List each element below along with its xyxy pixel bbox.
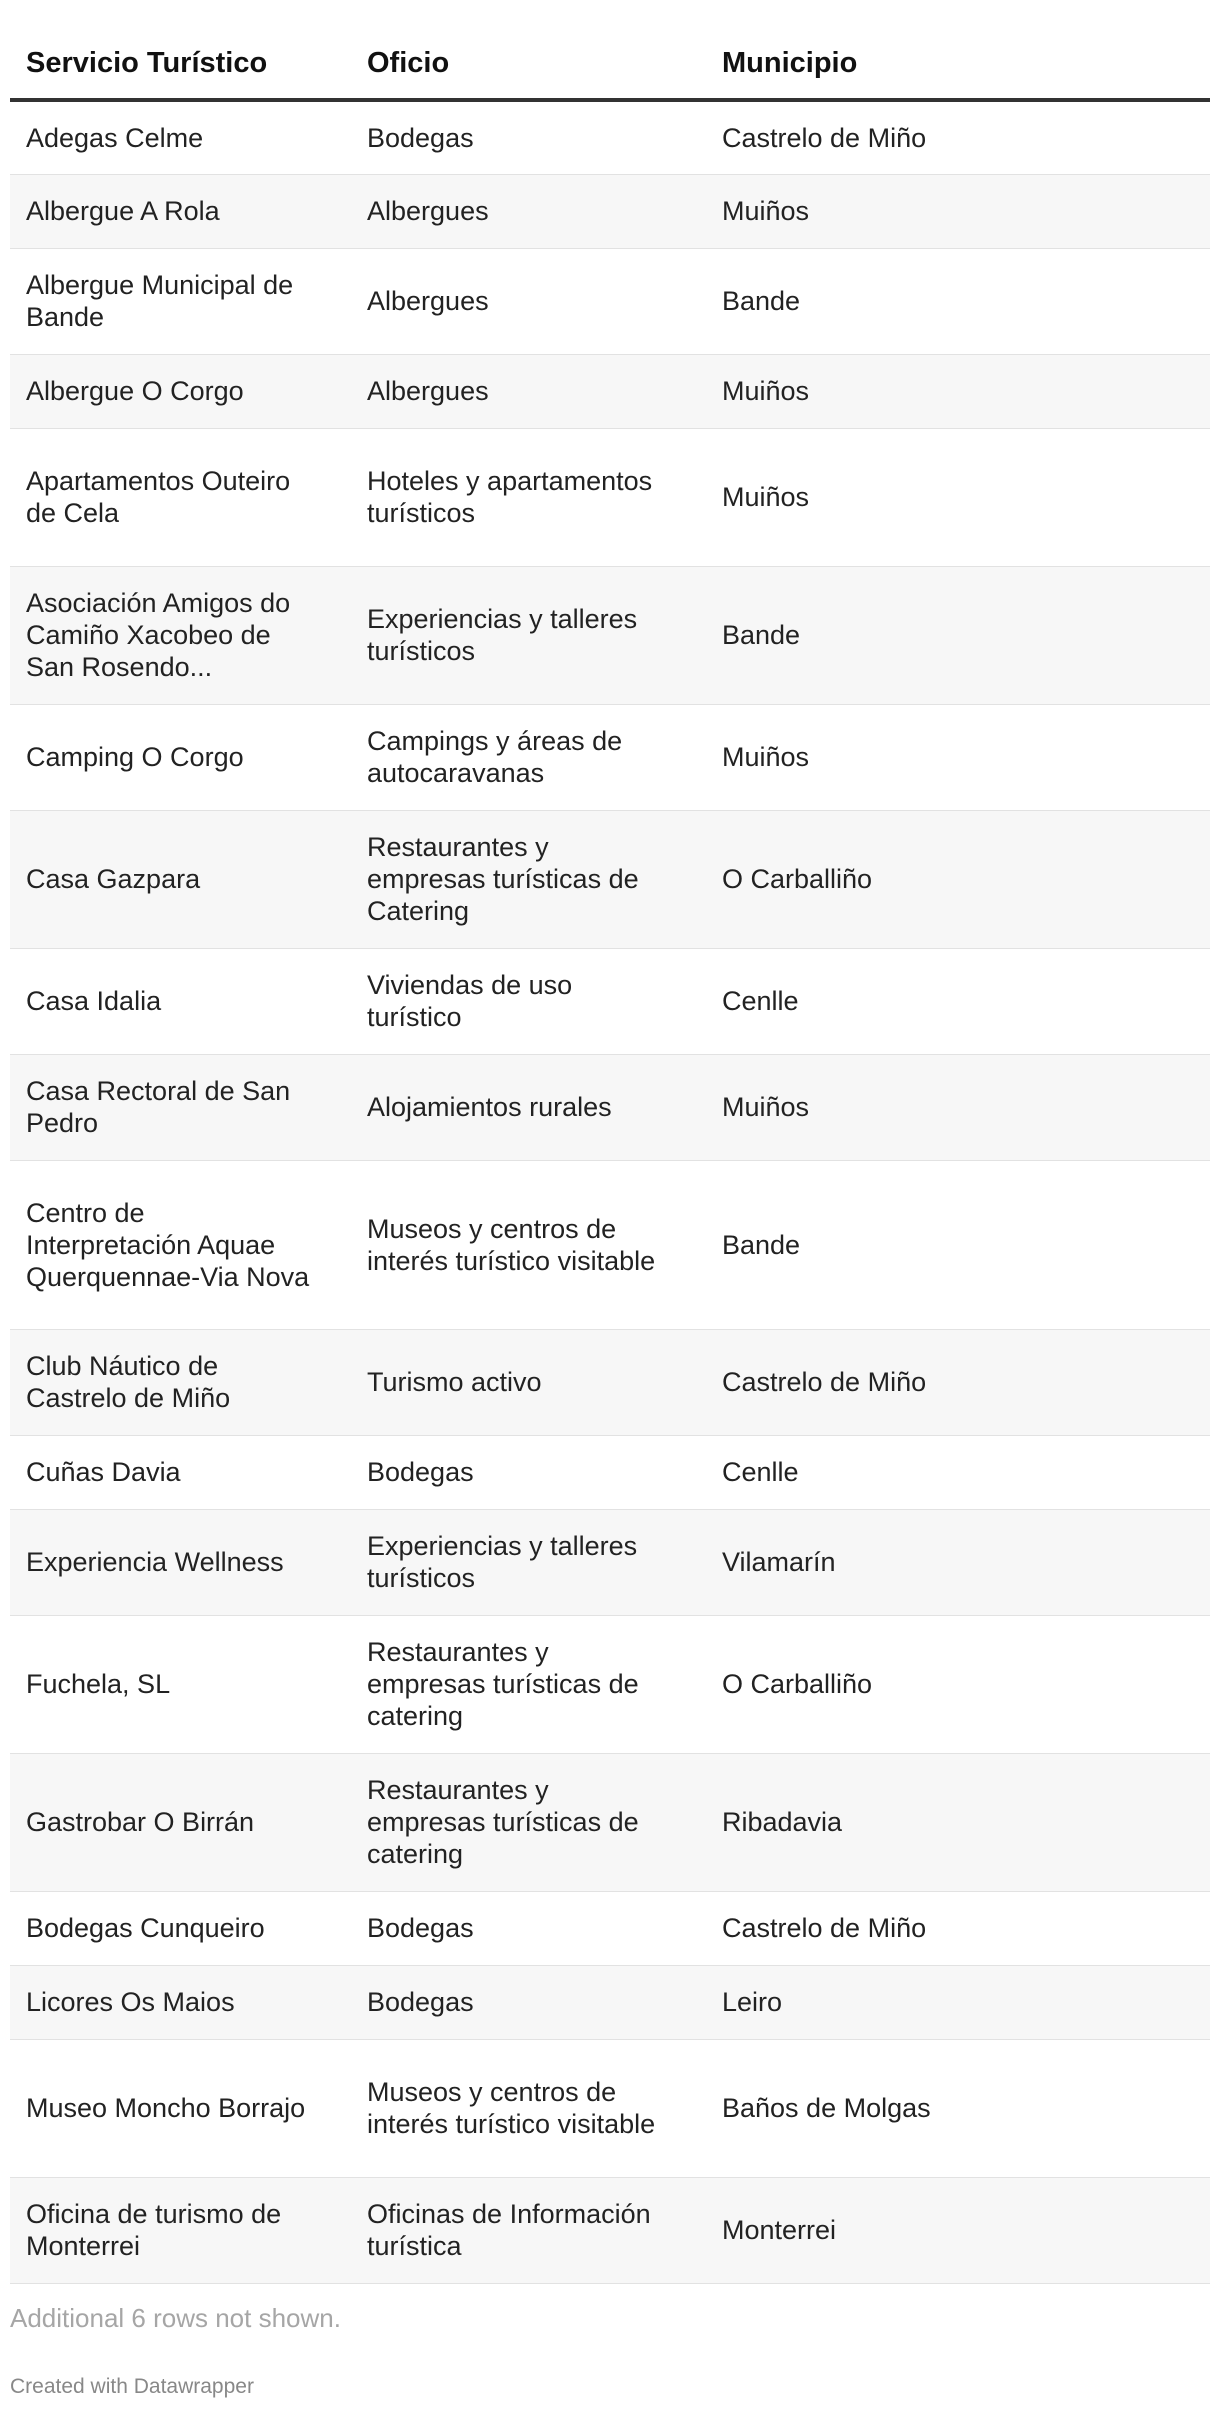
header-oficio[interactable]: Oficio — [351, 0, 706, 100]
cell-servicio: Museo Moncho Borrajo — [26, 2093, 306, 2123]
table-row — [10, 428, 1210, 566]
rows-not-shown-note: Additional 6 rows not shown. — [10, 2303, 341, 2333]
cell-oficio: Bodegas — [367, 1987, 474, 2017]
cell-oficio: Bodegas — [367, 1457, 474, 1487]
cell-oficio: Experiencias y talleres turísticos — [367, 604, 638, 666]
table-row — [10, 2177, 1210, 2283]
table-row — [10, 100, 1210, 174]
table-row — [10, 1509, 1210, 1615]
table-row — [10, 1615, 1210, 1753]
cell-municipio: Muiños — [722, 1092, 810, 1122]
cell-municipio: Castrelo de Miño — [722, 1367, 927, 1397]
table-row — [10, 1753, 1210, 1891]
cell-municipio: O Carballiño — [722, 864, 873, 894]
cell-oficio: Museos y centros de interés turístico visitable — [367, 2077, 656, 2139]
table-row — [10, 704, 1210, 810]
cell-servicio: Casa Gazpara — [26, 864, 201, 894]
cell-oficio: Restaurantes y empresas turísticas de catering — [367, 1637, 639, 1731]
cell-municipio: Muiños — [722, 482, 810, 512]
cell-municipio: Castrelo de Miño — [722, 1913, 927, 1943]
cell-oficio: Bodegas — [367, 122, 474, 153]
table-row — [10, 248, 1210, 354]
cell-servicio: Bodegas Cunqueiro — [26, 1913, 265, 1943]
cell-oficio: Museos y centros de interés turístico visitable — [367, 1213, 656, 1276]
cell-oficio: Bodegas — [367, 1913, 474, 1943]
header-municipio[interactable]: Municipio — [706, 0, 1210, 100]
cell-municipio: Muiños — [722, 196, 810, 226]
table-row — [10, 1891, 1210, 1965]
cell-municipio: Cenlle — [722, 986, 799, 1016]
cell-municipio: O Carballiño — [722, 1669, 873, 1699]
cell-servicio: Camping O Corgo — [26, 742, 244, 772]
cell-oficio: Hoteles y apartamentos turísticos — [367, 466, 653, 528]
cell-municipio: Muiños — [722, 742, 810, 772]
cell-servicio: Gastrobar O Birrán — [26, 1807, 255, 1837]
cell-oficio: Experiencias y talleres turísticos — [367, 1531, 638, 1593]
cell-municipio: Monterrei — [722, 2215, 837, 2245]
cell-servicio: Albergue A Rola — [26, 196, 220, 226]
cell-servicio: Licores Os Maios — [26, 1987, 235, 2017]
services-table — [10, 0, 1210, 2284]
cell-servicio: Cuñas Davia — [26, 1457, 181, 1487]
cell-servicio: Club Náutico de Castrelo de Miño — [26, 1351, 231, 1413]
datawrapper-credit[interactable]: Created with Datawrapper — [10, 2375, 254, 2398]
cell-oficio: Alojamientos rurales — [367, 1092, 612, 1122]
table-row — [10, 810, 1210, 948]
cell-oficio: Albergues — [367, 376, 489, 406]
cell-municipio: Bande — [722, 286, 801, 316]
cell-servicio: Fuchela, SL — [26, 1669, 171, 1699]
table-row — [10, 1054, 1210, 1160]
cell-oficio: Viviendas de uso turístico — [367, 970, 573, 1032]
cell-oficio: Restaurantes y empresas turísticas de catering — [367, 1775, 639, 1869]
table-row — [10, 1435, 1210, 1509]
cell-servicio: Oficina de turismo de Monterrei — [26, 2199, 282, 2261]
cell-municipio: Castrelo de Miño — [722, 122, 927, 153]
cell-municipio: Muiños — [722, 376, 810, 406]
table-container — [10, 0, 1210, 2284]
table-header-row — [10, 0, 1210, 100]
cell-municipio: Bande — [722, 620, 801, 650]
cell-servicio: Experiencia Wellness — [26, 1547, 284, 1577]
cell-servicio: Albergue Municipal de Bande — [26, 270, 294, 332]
cell-municipio: Baños de Molgas — [722, 2093, 931, 2123]
cell-servicio: Casa Rectoral de San Pedro — [26, 1076, 291, 1138]
cell-servicio: Asociación Amigos do Camiño Xacobeo de San Rosendo... — [26, 588, 291, 682]
table-row — [10, 1160, 1210, 1329]
table-row — [10, 174, 1210, 248]
cell-oficio: Restaurantes y empresas turísticas de Catering — [367, 832, 639, 926]
cell-oficio: Albergues — [367, 196, 489, 226]
table-row — [10, 1329, 1210, 1435]
cell-servicio: Centro de Interpretación Aquae Querquennae-Via Nova — [26, 1197, 310, 1292]
cell-servicio: Casa Idalia — [26, 986, 162, 1016]
cell-municipio: Leiro — [722, 1987, 783, 2017]
cell-municipio: Cenlle — [722, 1457, 799, 1487]
table-row — [10, 566, 1210, 704]
cell-servicio: Albergue O Corgo — [26, 376, 244, 406]
cell-municipio: Ribadavia — [722, 1807, 843, 1837]
table-row — [10, 354, 1210, 428]
cell-oficio: Albergues — [367, 286, 489, 316]
cell-municipio: Vilamarín — [722, 1547, 836, 1577]
table-row — [10, 948, 1210, 1054]
cell-servicio: Adegas Celme — [26, 122, 204, 153]
cell-servicio: Apartamentos Outeiro de Cela — [26, 466, 291, 528]
header-servicio[interactable]: Servicio Turístico — [10, 0, 351, 100]
cell-municipio: Bande — [722, 1229, 801, 1260]
table-row — [10, 1965, 1210, 2039]
cell-oficio: Oficinas de Información turística — [367, 2199, 651, 2261]
table-row — [10, 2039, 1210, 2177]
cell-oficio: Campings y áreas de autocaravanas — [367, 726, 623, 788]
cell-oficio: Turismo activo — [367, 1367, 542, 1397]
